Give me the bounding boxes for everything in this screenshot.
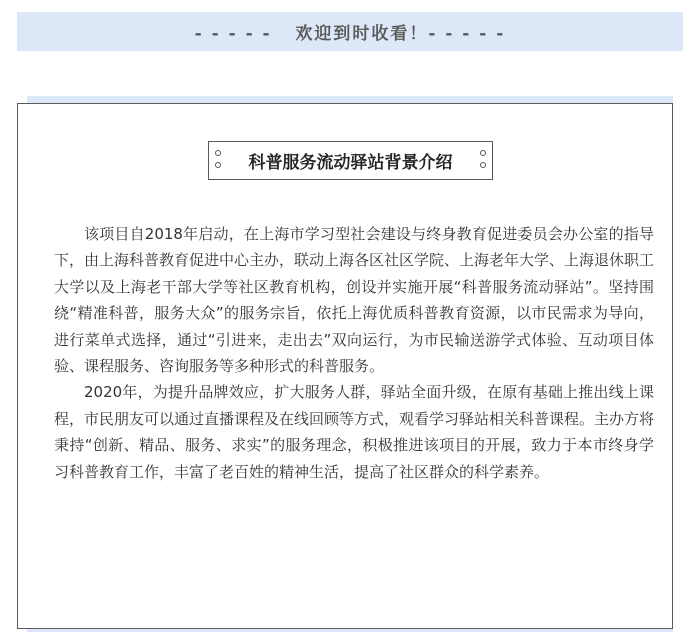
article-card bbox=[17, 103, 673, 629]
article-paragraph: 该项目自2018年启动，在上海市学习型社会建设与终身教育促进委员会办公室的指导下，由上海科普教育促进中心主办，联动上海各区社区学院、上海老年大学、上海退休职工大学以及上海老干部大学等社区教育机构，创设并实施开展“科普服务流动驿站”。坚持围绕“精准科普，服务大众”的服务宗旨，依托上海优质科普教育资源，以市民需求为导向，进行菜单式选择，通过“引进来，走出去”双向运行，为市民输送游学式体验、互动项目体验、课程服务、咨询服务等多种形式的科普服务。 bbox=[54, 225, 655, 376]
dot-icon bbox=[480, 150, 486, 156]
welcome-text: - - - - - 欢迎到时收看！- - - - - bbox=[194, 24, 506, 44]
dot-icon bbox=[215, 150, 221, 156]
article-body bbox=[54, 221, 654, 485]
article-paragraph: 2020年，为提升品牌效应，扩大服务人群，驿站全面升级，在原有基础上推出线上课程，市民朋友可以通过直播课程及在线回顾等方式，观看学习驿站相关科普课程。主办方将秉持“创新、精品、服务、求实”的服务理念，积极推进该项目的开展，致力于本市终身学习科普教育工作，丰富了老百姓的精神生活，提高了社区群众的科学素养。 bbox=[54, 383, 655, 481]
article-title-box bbox=[208, 141, 493, 180]
left-dots-decoration bbox=[215, 150, 221, 168]
dot-icon bbox=[480, 162, 486, 168]
article-title: 科普服务流动驿站背景介绍 bbox=[248, 153, 453, 173]
dot-icon bbox=[215, 162, 221, 168]
right-dots-decoration bbox=[480, 150, 486, 168]
welcome-banner bbox=[17, 12, 683, 51]
